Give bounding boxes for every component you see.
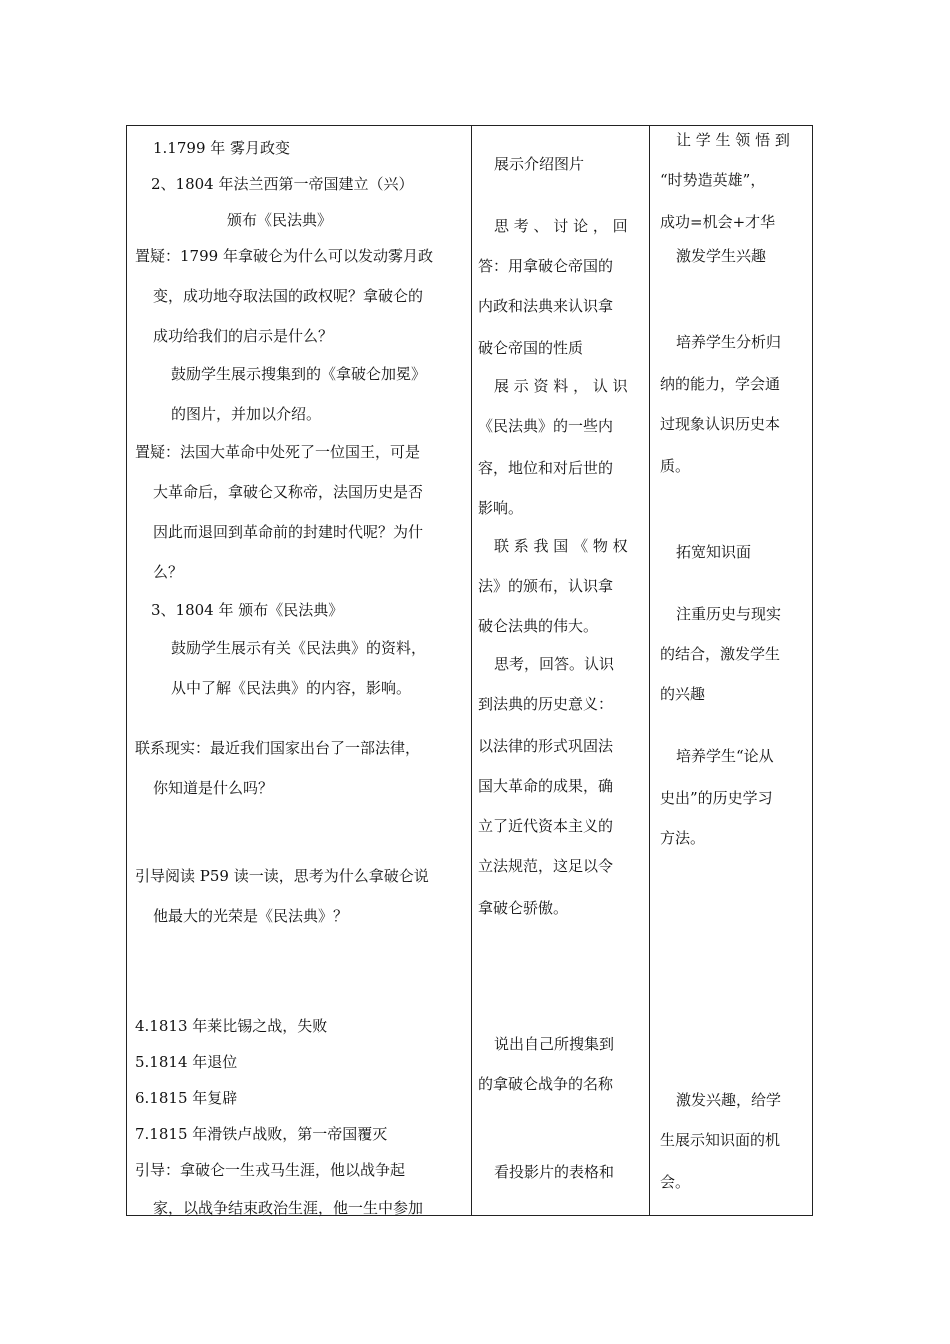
- text-line: 激发学生兴趣: [676, 247, 767, 265]
- text-line: 史出”的历史学习: [660, 789, 773, 807]
- text-line: 影响。: [478, 499, 524, 517]
- text-line: 会。: [660, 1173, 691, 1191]
- text-line: 质。: [660, 457, 691, 475]
- text-line: 1.1799 年 雾月政变: [153, 139, 291, 157]
- text-line: 2、1804 年法兰西第一帝国建立（兴）: [151, 175, 414, 193]
- text-line: 引导：拿破仑一生戎马生涯，他以战争起: [135, 1161, 406, 1179]
- text-line: 5.1814 年退位: [135, 1053, 238, 1071]
- text-line: 以法律的形式巩固法: [478, 737, 614, 755]
- text-line: 置疑：1799 年拿破仑为什么可以发动雾月政: [135, 247, 433, 265]
- text-line: 激发兴趣，给学: [676, 1091, 782, 1109]
- student-activity-column: [472, 126, 649, 1215]
- text-line: 家，以战争结束政治生涯，他一生中参加: [153, 1199, 424, 1217]
- text-line: 注重历史与现实: [676, 605, 782, 623]
- text-line: 培养学生分析归: [676, 333, 782, 351]
- text-line: 置疑：法国大革命中处死了一位国王，可是: [135, 443, 421, 461]
- text-line: 方法。: [660, 829, 706, 847]
- text-line: 到法典的历史意义：: [478, 695, 614, 713]
- text-line: 的图片，并加以介绍。: [171, 405, 322, 423]
- text-line: 展 示 资 料 ， 认 识: [494, 377, 628, 395]
- text-line: 的结合，激发学生: [660, 645, 781, 663]
- text-line: 鼓励学生展示搜集到的《拿破仑加冕》: [171, 365, 427, 383]
- text-line: 破仑帝国的性质: [478, 339, 584, 357]
- text-line: 4.1813 年莱比锡之战，失败: [135, 1017, 328, 1035]
- text-line: 容，地位和对后世的: [478, 459, 614, 477]
- text-line: 纳的能力，学会通: [660, 375, 781, 393]
- text-line: 变，成功地夺取法国的政权呢？拿破仑的: [153, 287, 424, 305]
- text-line: 思 考 、 讨 论 ， 回: [494, 217, 628, 235]
- text-line: 思考，回答。认识: [494, 655, 615, 673]
- text-line: 6.1815 年复辟: [135, 1089, 238, 1107]
- lesson-plan-table: [126, 125, 813, 1216]
- text-line: 立了近代资本主义的: [478, 817, 614, 835]
- design-intent-column: [650, 126, 814, 1215]
- text-line: 看投影片的表格和: [494, 1163, 615, 1181]
- text-line: 7.1815 年滑铁卢战败，第一帝国覆灭: [135, 1125, 388, 1143]
- text-line: 成功给我们的启示是什么？: [153, 327, 334, 345]
- text-line: 国大革命的成果，确: [478, 777, 614, 795]
- text-line: 的拿破仑战争的名称: [478, 1075, 614, 1093]
- text-line: 3、1804 年 颁布《民法典》: [151, 601, 344, 619]
- text-line: 《民法典》的一些内: [478, 417, 614, 435]
- text-line: 破仑法典的伟大。: [478, 617, 599, 635]
- text-line: 拓宽知识面: [676, 543, 752, 561]
- text-line: 引导阅读 P59 读一读，思考为什么拿破仑说: [135, 867, 429, 885]
- text-line: 么？: [153, 563, 184, 581]
- text-line: 联系现实：最近我们国家出台了一部法律，: [135, 739, 421, 757]
- teacher-activity-column: [127, 126, 471, 1215]
- text-line: “时势造英雄”，: [660, 171, 766, 189]
- text-line: 鼓励学生展示有关《民法典》的资料，: [171, 639, 427, 657]
- text-line: 拿破仑骄傲。: [478, 899, 569, 917]
- text-line: 他最大的光荣是《民法典》？: [153, 907, 349, 925]
- text-line: 答：用拿破仑帝国的: [478, 257, 614, 275]
- text-line: 法》的颁布，认识拿: [478, 577, 614, 595]
- text-line: 立法规范，这足以令: [478, 857, 614, 875]
- text-line: 说出自己所搜集到: [494, 1035, 615, 1053]
- text-line: 展示介绍图片: [494, 155, 585, 173]
- text-line: 内政和法典来认识拿: [478, 297, 614, 315]
- text-line: 生展示知识面的机: [660, 1131, 781, 1149]
- text-line: 联 系 我 国 《 物 权: [494, 537, 628, 555]
- text-line: 的兴趣: [660, 685, 706, 703]
- text-line: 从中了解《民法典》的内容，影响。: [171, 679, 412, 697]
- text-line: 过现象认识历史本: [660, 415, 781, 433]
- text-line: 大革命后，拿破仑又称帝，法国历史是否: [153, 483, 424, 501]
- text-line: 颁布《民法典》: [227, 211, 333, 229]
- text-line: 成功=机会+才华: [660, 213, 776, 231]
- text-line: 因此而退回到革命前的封建时代呢？为什: [153, 523, 424, 541]
- text-line: 培养学生“论从: [676, 747, 774, 765]
- text-line: 让 学 生 领 悟 到: [676, 131, 790, 149]
- text-line: 你知道是什么吗？: [153, 779, 274, 797]
